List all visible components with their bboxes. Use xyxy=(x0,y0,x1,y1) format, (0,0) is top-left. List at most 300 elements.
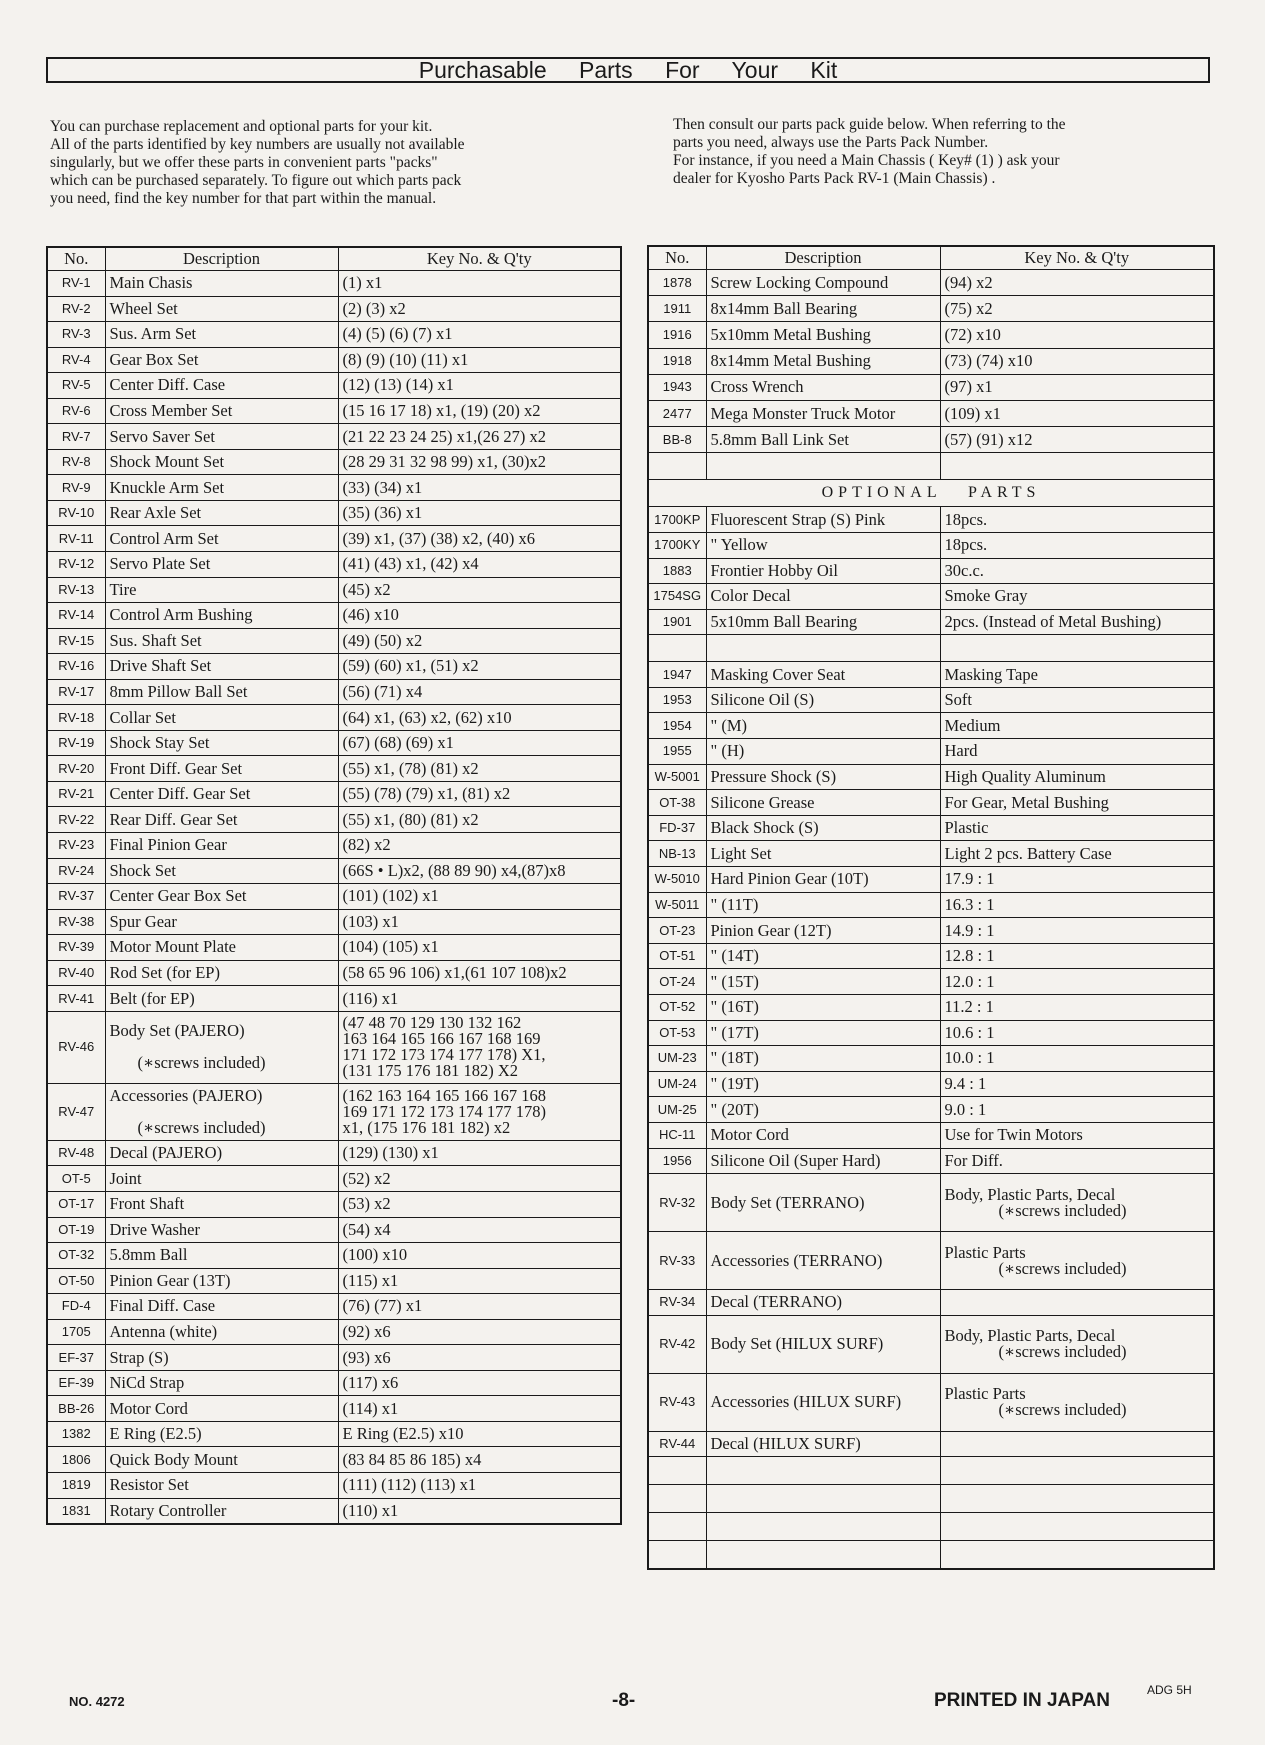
part-key-qty: (55) (78) (79) x1, (81) x2 xyxy=(338,781,621,807)
part-key-qty-line: (∗screws included) xyxy=(998,1258,1127,1278)
table-row xyxy=(648,892,1214,918)
part-key-qty: (76) (77) x1 xyxy=(338,1294,621,1320)
part-key-qty xyxy=(940,1315,1214,1373)
empty-cell xyxy=(940,635,1214,662)
part-description: 5x10mm Ball Bearing xyxy=(706,609,940,635)
part-description: Control Arm Bushing xyxy=(105,603,338,629)
part-key-qty: Plastic xyxy=(940,815,1214,841)
part-description: Rear Axle Set xyxy=(105,500,338,526)
footer-page-number: -8- xyxy=(612,1690,636,1711)
part-number: OT-5 xyxy=(47,1166,105,1192)
part-key-qty: (55) x1, (78) (81) x2 xyxy=(338,756,621,782)
table-row xyxy=(648,943,1214,969)
part-key-qty: (67) (68) (69) x1 xyxy=(338,730,621,756)
table-row xyxy=(648,558,1214,584)
part-description: " (17T) xyxy=(706,1020,940,1046)
part-key-qty: E Ring (E2.5) x10 xyxy=(338,1421,621,1447)
part-number: 1916 xyxy=(648,322,706,348)
part-number: OT-50 xyxy=(47,1268,105,1294)
part-key-qty-line: Body, Plastic Parts, Decal xyxy=(944,1184,1116,1204)
table-row xyxy=(648,507,1214,533)
intro-text-left: You can purchase replacement and optional parts for your kit. All of the parts identified by key numbers are usually not available singularly, but we offer these parts in convenient parts "packs" which can be purchased separately. To figure out which parts pack you need, find the key number for that part within the manual. xyxy=(50,118,465,207)
table-row xyxy=(648,969,1214,995)
table-row xyxy=(648,995,1214,1021)
part-key-qty: (58 65 96 106) x1,(61 107 108)x2 xyxy=(338,960,621,986)
part-key-qty-line: 171 172 173 174 177 178) X1, xyxy=(342,1045,546,1065)
part-description: Shock Mount Set xyxy=(105,449,338,475)
table-row xyxy=(648,322,1214,348)
part-number: RV-18 xyxy=(47,705,105,731)
table-row xyxy=(47,858,621,884)
part-key-qty: Light 2 pcs. Battery Case xyxy=(940,841,1214,867)
part-description: Front Diff. Gear Set xyxy=(105,756,338,782)
part-number: RV-7 xyxy=(47,424,105,450)
empty-row xyxy=(648,1541,1214,1569)
table-row xyxy=(648,1020,1214,1046)
table-row xyxy=(47,628,621,654)
table-row xyxy=(648,1071,1214,1097)
part-description: Decal (PAJERO) xyxy=(105,1140,338,1166)
part-number: FD-37 xyxy=(648,815,706,841)
parts-table-left xyxy=(46,246,622,1525)
part-description: Shock Stay Set xyxy=(105,730,338,756)
table-row xyxy=(47,679,621,705)
part-key-qty: (75) x2 xyxy=(940,296,1214,322)
table-row xyxy=(648,1122,1214,1148)
part-description: Center Gear Box Set xyxy=(105,884,338,910)
part-key-qty: (21 22 23 24 25) x1,(26 27) x2 xyxy=(338,424,621,450)
part-key-qty: (72) x10 xyxy=(940,322,1214,348)
part-number: RV-40 xyxy=(47,960,105,986)
part-key-qty: 11.2 : 1 xyxy=(940,995,1214,1021)
part-description: Motor Mount Plate xyxy=(105,935,338,961)
part-description: 5.8mm Ball xyxy=(105,1243,338,1269)
part-key-qty: 10.0 : 1 xyxy=(940,1046,1214,1072)
part-description: Rotary Controller xyxy=(105,1498,338,1524)
part-number: 1943 xyxy=(648,374,706,400)
part-number: RV-32 xyxy=(648,1174,706,1232)
part-number: RV-12 xyxy=(47,552,105,578)
part-key-qty: (64) x1, (63) x2, (62) x10 xyxy=(338,705,621,731)
part-description: Collar Set xyxy=(105,705,338,731)
part-description: Cross Wrench xyxy=(706,374,940,400)
part-description: " (14T) xyxy=(706,943,940,969)
part-number: RV-2 xyxy=(47,296,105,322)
part-number: RV-20 xyxy=(47,756,105,782)
part-description: Accessories (TERRANO) xyxy=(706,1232,940,1290)
part-number: RV-3 xyxy=(47,322,105,348)
part-key-qty: (103) x1 xyxy=(338,909,621,935)
part-key-qty: (8) (9) (10) (11) x1 xyxy=(338,347,621,373)
part-number: 1953 xyxy=(648,687,706,713)
part-key-qty: (45) x2 xyxy=(338,577,621,603)
part-description: Servo Plate Set xyxy=(105,552,338,578)
part-key-qty: Soft xyxy=(940,687,1214,713)
part-key-qty-line: x1, (175 176 181 182) x2 xyxy=(342,1117,511,1137)
col-header-description: Description xyxy=(105,247,338,271)
part-number: RV-15 xyxy=(47,628,105,654)
part-key-qty-line: Body, Plastic Parts, Decal xyxy=(944,1326,1116,1346)
part-number: 1918 xyxy=(648,348,706,374)
part-key-qty-line: (162 163 164 165 166 167 168 xyxy=(342,1085,546,1105)
part-key-qty: (94) x2 xyxy=(940,270,1214,296)
part-number: 1956 xyxy=(648,1148,706,1174)
part-key-qty: (97) x1 xyxy=(940,374,1214,400)
table-row xyxy=(47,398,621,424)
part-key-qty: Medium xyxy=(940,713,1214,739)
part-key-qty: 16.3 : 1 xyxy=(940,892,1214,918)
part-key-qty: (2) (3) x2 xyxy=(338,296,621,322)
part-description: Black Shock (S) xyxy=(706,815,940,841)
part-description: Motor Cord xyxy=(105,1396,338,1422)
table-row xyxy=(47,756,621,782)
part-description: " (18T) xyxy=(706,1046,940,1072)
part-description: Control Arm Set xyxy=(105,526,338,552)
part-key-qty xyxy=(338,1011,621,1083)
empty-row xyxy=(648,635,1214,662)
empty-cell xyxy=(648,1513,706,1541)
table-row xyxy=(47,296,621,322)
part-number: RV-44 xyxy=(648,1431,706,1457)
table-row xyxy=(648,1431,1214,1457)
part-number: UM-25 xyxy=(648,1097,706,1123)
optional-parts-heading: OPTIONAL PARTS xyxy=(648,480,1214,507)
table-row xyxy=(648,374,1214,400)
footer-printed-in: PRINTED IN JAPAN xyxy=(934,1690,1110,1711)
table-row xyxy=(648,662,1214,688)
table-row xyxy=(648,1315,1214,1373)
part-key-qty: (49) (50) x2 xyxy=(338,628,621,654)
part-number: OT-51 xyxy=(648,943,706,969)
part-number: 1901 xyxy=(648,609,706,635)
part-description: Accessories (HILUX SURF) xyxy=(706,1373,940,1431)
part-description: Light Set xyxy=(706,841,940,867)
part-number: RV-34 xyxy=(648,1290,706,1316)
part-description: Sus. Arm Set xyxy=(105,322,338,348)
part-key-qty-line: Plastic Parts xyxy=(944,1384,1026,1404)
table-row xyxy=(47,1083,621,1140)
table-row xyxy=(648,687,1214,713)
part-key-qty: (111) (112) (113) x1 xyxy=(338,1472,621,1498)
empty-cell xyxy=(648,635,706,662)
table-row xyxy=(47,1268,621,1294)
table-row xyxy=(47,1191,621,1217)
intro-text-right: Then consult our parts pack guide below. When referring to the parts you need, always use the Parts Pack Number. For instance, if you need a Main Chassis ( Key# (1) ) ask your dealer for Kyosho Parts Pack RV-1 (Main Chassis) . xyxy=(673,116,1066,187)
part-key-qty: (39) x1, (37) (38) x2, (40) x6 xyxy=(338,526,621,552)
part-description: Shock Set xyxy=(105,858,338,884)
col-header-key-qty: Key No. & Q'ty xyxy=(940,246,1214,270)
part-number: EF-39 xyxy=(47,1370,105,1396)
table-row xyxy=(648,532,1214,558)
part-key-qty: (93) x6 xyxy=(338,1345,621,1371)
part-number: 1382 xyxy=(47,1421,105,1447)
table-row xyxy=(648,1232,1214,1290)
part-key-qty-line: (47 48 70 129 130 132 162 xyxy=(342,1013,522,1033)
part-key-qty: (66S • L)x2, (88 89 90) x4,(87)x8 xyxy=(338,858,621,884)
part-description: 8x14mm Metal Bushing xyxy=(706,348,940,374)
part-number: UM-23 xyxy=(648,1046,706,1072)
part-key-qty: 9.0 : 1 xyxy=(940,1097,1214,1123)
part-description xyxy=(105,1083,338,1140)
part-description: Spur Gear xyxy=(105,909,338,935)
part-key-qty: (46) x10 xyxy=(338,603,621,629)
table-row xyxy=(47,960,621,986)
empty-cell xyxy=(648,1457,706,1485)
part-description: 5x10mm Metal Bushing xyxy=(706,322,940,348)
table-row xyxy=(648,790,1214,816)
part-description-line: Body Set (PAJERO) xyxy=(109,1021,245,1041)
part-number: RV-47 xyxy=(47,1083,105,1140)
part-description: Fluorescent Strap (S) Pink xyxy=(706,507,940,533)
part-key-qty: (35) (36) x1 xyxy=(338,500,621,526)
table-row xyxy=(47,1319,621,1345)
part-key-qty: (73) (74) x10 xyxy=(940,348,1214,374)
table-row xyxy=(47,833,621,859)
table-row xyxy=(47,373,621,399)
table-row xyxy=(648,1046,1214,1072)
table-row xyxy=(47,909,621,935)
table-row xyxy=(47,1243,621,1269)
part-description: Final Pinion Gear xyxy=(105,833,338,859)
part-number: OT-17 xyxy=(47,1191,105,1217)
part-key-qty: (83 84 85 86 185) x4 xyxy=(338,1447,621,1473)
table-row xyxy=(648,1148,1214,1174)
part-key-qty: (59) (60) x1, (51) x2 xyxy=(338,654,621,680)
col-header-description: Description xyxy=(706,246,940,270)
part-description: Masking Cover Seat xyxy=(706,662,940,688)
table-row xyxy=(47,705,621,731)
empty-cell xyxy=(648,1485,706,1513)
part-description-line: Accessories (PAJERO) xyxy=(109,1085,263,1105)
table-row xyxy=(47,1166,621,1192)
part-number: RV-48 xyxy=(47,1140,105,1166)
part-number: RV-14 xyxy=(47,603,105,629)
empty-cell xyxy=(648,1541,706,1569)
part-key-qty: (82) x2 xyxy=(338,833,621,859)
table-row xyxy=(648,584,1214,610)
table-row xyxy=(47,730,621,756)
part-number: 1955 xyxy=(648,739,706,765)
part-number: 1754SG xyxy=(648,584,706,610)
col-header-no: No. xyxy=(47,247,105,271)
part-description: Wheel Set xyxy=(105,296,338,322)
empty-row xyxy=(648,453,1214,480)
part-key-qty: Use for Twin Motors xyxy=(940,1122,1214,1148)
part-number: RV-13 xyxy=(47,577,105,603)
part-key-qty-line: (∗screws included) xyxy=(998,1342,1127,1362)
part-number: 2477 xyxy=(648,400,706,426)
table-row xyxy=(648,841,1214,867)
part-number: 1883 xyxy=(648,558,706,584)
table-row xyxy=(47,1217,621,1243)
part-key-qty: (12) (13) (14) x1 xyxy=(338,373,621,399)
empty-cell xyxy=(706,1513,940,1541)
part-number: W-5010 xyxy=(648,867,706,893)
part-key-qty: Masking Tape xyxy=(940,662,1214,688)
part-description: Quick Body Mount xyxy=(105,1447,338,1473)
table-row xyxy=(648,815,1214,841)
part-key-qty-line: 169 171 172 173 174 177 178) xyxy=(342,1101,546,1121)
part-number: OT-53 xyxy=(648,1020,706,1046)
part-number: RV-46 xyxy=(47,1011,105,1083)
part-key-qty xyxy=(940,1290,1214,1316)
part-number: 1806 xyxy=(47,1447,105,1473)
part-description: Body Set (HILUX SURF) xyxy=(706,1315,940,1373)
part-number: RV-37 xyxy=(47,884,105,910)
table-row xyxy=(47,449,621,475)
part-description: " (M) xyxy=(706,713,940,739)
part-key-qty-line: (∗screws included) xyxy=(998,1400,1127,1420)
part-description: Main Chasis xyxy=(105,271,338,297)
table-row xyxy=(47,322,621,348)
part-description: Joint xyxy=(105,1166,338,1192)
empty-cell xyxy=(940,1513,1214,1541)
part-number: RV-38 xyxy=(47,909,105,935)
part-description: " (11T) xyxy=(706,892,940,918)
part-description-note: (∗screws included) xyxy=(137,1053,266,1073)
part-number: 1947 xyxy=(648,662,706,688)
part-number: NB-13 xyxy=(648,841,706,867)
table-row xyxy=(47,1396,621,1422)
part-key-qty: (110) x1 xyxy=(338,1498,621,1524)
part-description: Cross Member Set xyxy=(105,398,338,424)
table-row xyxy=(648,1174,1214,1232)
part-number: RV-16 xyxy=(47,654,105,680)
part-key-qty: (52) x2 xyxy=(338,1166,621,1192)
part-key-qty: 2pcs. (Instead of Metal Bushing) xyxy=(940,609,1214,635)
part-description: 8mm Pillow Ball Set xyxy=(105,679,338,705)
part-description: Final Diff. Case xyxy=(105,1294,338,1320)
part-number: RV-1 xyxy=(47,271,105,297)
part-number: RV-43 xyxy=(648,1373,706,1431)
part-description: Drive Shaft Set xyxy=(105,654,338,680)
part-key-qty: (28 29 31 32 98 99) x1, (30)x2 xyxy=(338,449,621,475)
part-number: RV-4 xyxy=(47,347,105,373)
table-header-row xyxy=(47,247,621,271)
part-number: RV-9 xyxy=(47,475,105,501)
part-key-qty: For Diff. xyxy=(940,1148,1214,1174)
table-row xyxy=(648,296,1214,322)
part-key-qty: (4) (5) (6) (7) x1 xyxy=(338,322,621,348)
part-key-qty: Smoke Gray xyxy=(940,584,1214,610)
part-key-qty: 10.6 : 1 xyxy=(940,1020,1214,1046)
part-description xyxy=(105,1011,338,1083)
part-description: Knuckle Arm Set xyxy=(105,475,338,501)
part-description: Hard Pinion Gear (10T) xyxy=(706,867,940,893)
table-row xyxy=(47,603,621,629)
table-row xyxy=(47,935,621,961)
part-key-qty: (54) x4 xyxy=(338,1217,621,1243)
part-key-qty: 17.9 : 1 xyxy=(940,867,1214,893)
part-key-qty-line: (131 175 176 181 182) X2 xyxy=(342,1061,519,1081)
part-key-qty: (1) x1 xyxy=(338,271,621,297)
part-key-qty: 30c.c. xyxy=(940,558,1214,584)
part-number: RV-22 xyxy=(47,807,105,833)
part-description: Strap (S) xyxy=(105,1345,338,1371)
table-row xyxy=(648,764,1214,790)
part-key-qty: (129) (130) x1 xyxy=(338,1140,621,1166)
part-number: RV-19 xyxy=(47,730,105,756)
part-number: RV-41 xyxy=(47,986,105,1012)
part-description: Silicone Grease xyxy=(706,790,940,816)
empty-row xyxy=(648,1457,1214,1485)
part-number: OT-32 xyxy=(47,1243,105,1269)
table-row xyxy=(648,270,1214,296)
part-number: RV-39 xyxy=(47,935,105,961)
table-row xyxy=(47,1447,621,1473)
part-description: Front Shaft xyxy=(105,1191,338,1217)
table-row xyxy=(47,347,621,373)
table-header-row xyxy=(648,246,1214,270)
part-key-qty xyxy=(940,1174,1214,1232)
part-number: EF-37 xyxy=(47,1345,105,1371)
part-number: RV-21 xyxy=(47,781,105,807)
part-description: Mega Monster Truck Motor xyxy=(706,400,940,426)
part-key-qty: (92) x6 xyxy=(338,1319,621,1345)
empty-cell xyxy=(940,1485,1214,1513)
part-number: 1911 xyxy=(648,296,706,322)
table-row xyxy=(47,475,621,501)
part-number: RV-11 xyxy=(47,526,105,552)
part-description: " Yellow xyxy=(706,532,940,558)
part-key-qty: (116) x1 xyxy=(338,986,621,1012)
part-key-qty: (101) (102) x1 xyxy=(338,884,621,910)
part-key-qty: High Quality Aluminum xyxy=(940,764,1214,790)
table-row xyxy=(47,807,621,833)
part-key-qty: (115) x1 xyxy=(338,1268,621,1294)
part-description: Pinion Gear (13T) xyxy=(105,1268,338,1294)
table-row xyxy=(47,1345,621,1371)
part-number: RV-24 xyxy=(47,858,105,884)
empty-cell xyxy=(940,453,1214,480)
empty-cell xyxy=(706,635,940,662)
part-number: RV-42 xyxy=(648,1315,706,1373)
part-description: Silicone Oil (Super Hard) xyxy=(706,1148,940,1174)
part-key-qty-line: (∗screws included) xyxy=(998,1200,1127,1220)
part-key-qty: (104) (105) x1 xyxy=(338,935,621,961)
empty-cell xyxy=(940,1457,1214,1485)
part-description: Decal (HILUX SURF) xyxy=(706,1431,940,1457)
table-row xyxy=(47,271,621,297)
part-description: Tire xyxy=(105,577,338,603)
part-key-qty: (100) x10 xyxy=(338,1243,621,1269)
part-description: " (16T) xyxy=(706,995,940,1021)
part-description: " (H) xyxy=(706,739,940,765)
part-number: OT-52 xyxy=(648,995,706,1021)
part-description: Pressure Shock (S) xyxy=(706,764,940,790)
table-row xyxy=(648,1373,1214,1431)
table-row xyxy=(47,1472,621,1498)
part-description: Motor Cord xyxy=(706,1122,940,1148)
table-row xyxy=(648,739,1214,765)
part-key-qty: 12.8 : 1 xyxy=(940,943,1214,969)
table-row xyxy=(648,348,1214,374)
part-number: 1878 xyxy=(648,270,706,296)
table-row xyxy=(47,1140,621,1166)
part-key-qty: (15 16 17 18) x1, (19) (20) x2 xyxy=(338,398,621,424)
part-number: 1700KY xyxy=(648,532,706,558)
part-description: Center Diff. Gear Set xyxy=(105,781,338,807)
empty-row xyxy=(648,1485,1214,1513)
footer-code: ADG 5H xyxy=(1147,1683,1192,1697)
part-key-qty-line: 163 164 165 166 167 168 169 xyxy=(342,1029,541,1049)
table-row xyxy=(47,1421,621,1447)
table-row xyxy=(648,918,1214,944)
part-key-qty: (33) (34) x1 xyxy=(338,475,621,501)
part-key-qty xyxy=(338,1083,621,1140)
table-row xyxy=(648,1097,1214,1123)
table-row xyxy=(648,427,1214,453)
